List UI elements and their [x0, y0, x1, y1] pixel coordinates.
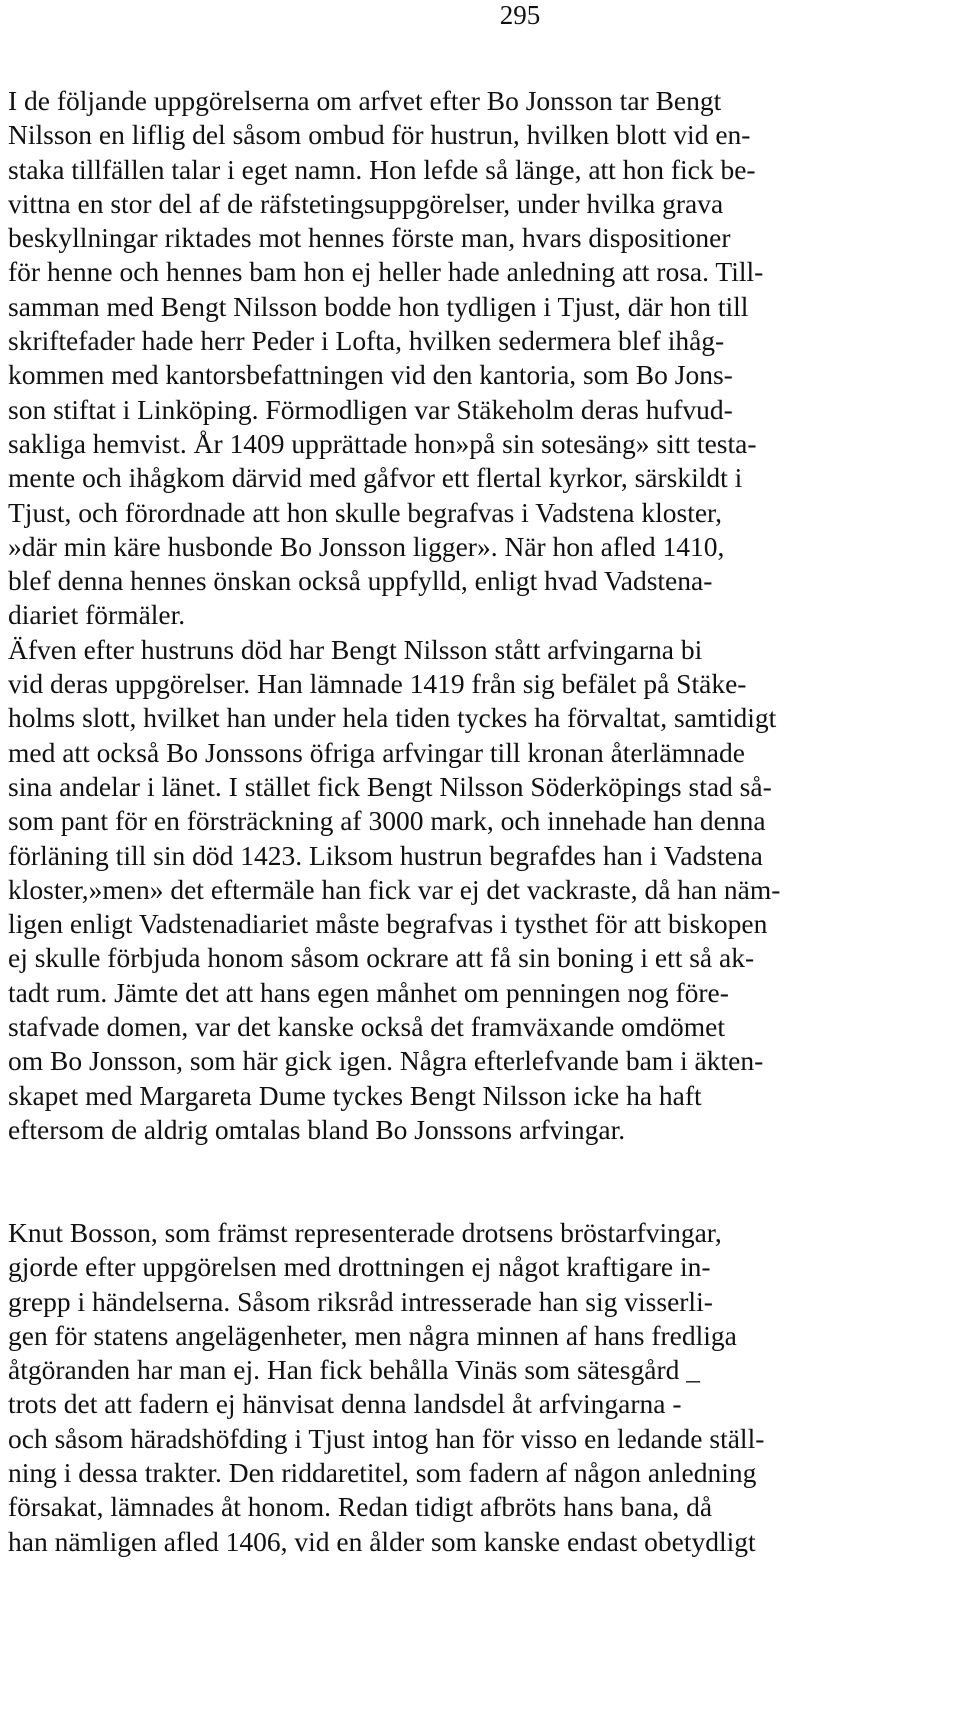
text-line: han nämligen afled 1406, vid en ålder som kanske endast obetydligt: [8, 1525, 756, 1557]
text-line: tadt rum. Jämte det att hans egen månhet om penningen nog före-: [8, 976, 729, 1008]
text-line: Knut Bosson, som främst representerade drotsens bröstarfvingar,: [8, 1217, 722, 1248]
text-line: kloster,»men» det eftermäle han fick var ej det vackraste, då han näm-: [8, 873, 781, 905]
text-line: »där min käre husbonde Bo Jonsson ligger». När hon afled 1410,: [8, 530, 725, 562]
text-line: grepp i händelserna. Såsom riksråd intresserade han sig visserli-: [8, 1285, 713, 1317]
text-line: vittna en stor del af de räfstetingsuppgörelser, under hvilka grava: [8, 187, 724, 219]
text-line: stafvade domen, var det kanske också det framväxande omdömet: [8, 1011, 726, 1043]
text-line: mente och ihågkom därvid med gåfvor ett flertal kyrkor, särskildt i: [8, 462, 743, 494]
text-line: eftersom de aldrig omtalas bland Bo Jonssons arfvingar.: [8, 1113, 626, 1145]
text-line: blef denna hennes önskan också uppfylld, enligt hvad Vadstena-: [8, 565, 713, 597]
text-line: som pant för en försträckning af 3000 mark, och innehade han denna: [8, 805, 766, 837]
text-line: skriftefader hade herr Peder i Lofta, hvilken sedermera blef ihåg-: [8, 325, 725, 357]
text-line: Äfven efter hustruns död har Bengt Nilsson stått arfvingarna bi: [8, 633, 703, 665]
text-line: om Bo Jonsson, som här gick igen. Några efterlefvande bam i äkten-: [8, 1045, 764, 1077]
text-line: trots det att fadern ej hänvisat denna landsdel åt arfvingarna -: [8, 1388, 682, 1420]
body-paragraph-1: [8, 84, 953, 1147]
text-line: skapet med Margareta Dume tyckes Bengt Nilsson icke ha haft: [8, 1079, 702, 1111]
text-line: vid deras uppgörelser. Han lämnade 1419 från sig befälet på Stäke-: [8, 668, 747, 700]
text-line: sina andelar i länet. I stället fick Bengt Nilsson Söderköpings stad så-: [8, 770, 772, 802]
text-line: för henne och hennes bam hon ej heller hade anledning att rosa. Till-: [8, 256, 764, 288]
text-line: diariet förmäler.: [8, 599, 186, 631]
body-paragraph-2: [8, 1216, 953, 1559]
text-line: beskyllningar riktades mot hennes förste man, hvars dispositioner: [8, 222, 731, 254]
text-line: förläning till sin död 1423. Liksom hustrun begrafdes han i Vadstena: [8, 839, 763, 871]
text-line: I de följande uppgörelserna om arfvet efter Bo Jonsson tar Bengt: [8, 85, 722, 116]
text-line: gen för statens angelägenheter, men några minnen af hans fredliga: [8, 1319, 737, 1351]
text-line: med att också Bo Jonssons öfriga arfvingar till kronan återlämnade: [8, 736, 745, 768]
page-number: 295: [499, 0, 541, 30]
text-line: samman med Bengt Nilsson bodde hon tydligen i Tjust, där hon till: [8, 290, 749, 322]
text-line: ning i dessa trakter. Den riddaretitel, som fadern af någon anledning: [8, 1457, 757, 1489]
text-line: holms slott, hvilket han under hela tiden tyckes ha förvaltat, samtidigt: [8, 702, 777, 734]
text-line: och såsom häradshöfding i Tjust intog han för visso en ledande ställ-: [8, 1422, 765, 1454]
text-line: ej skulle förbjuda honom såsom ockrare att få sin boning i ett så ak-: [8, 942, 755, 974]
text-line: försakat, lämnades åt honom. Redan tidigt afbröts hans bana, då: [8, 1491, 713, 1523]
text-line: sakliga hemvist. År 1409 upprättade hon»på sin sotesäng» sitt testa-: [8, 427, 757, 459]
text-line: Tjust, och förordnade att hon skulle begrafvas i Vadstena kloster,: [8, 496, 722, 528]
text-line: Nilsson en liflig del såsom ombud för hustrun, hvilken blott vid en-: [8, 119, 751, 151]
text-line: gjorde efter uppgörelsen med drottningen ej något kraftigare in-: [8, 1251, 711, 1283]
text-line: staka tillfällen talar i eget namn. Hon lefde så länge, att hon fick be-: [8, 153, 756, 185]
text-line: son stiftat i Linköping. Förmodligen var Stäkeholm deras hufvud-: [8, 393, 733, 425]
text-line: åtgöranden har man ej. Han fick behålla Vinäs som sätesgård _: [8, 1354, 700, 1386]
text-line: kommen med kantorsbefattningen vid den kantoria, som Bo Jons-: [8, 359, 733, 391]
text-line: ligen enligt Vadstenadiariet måste begrafvas i tysthet för att biskopen: [8, 908, 768, 940]
